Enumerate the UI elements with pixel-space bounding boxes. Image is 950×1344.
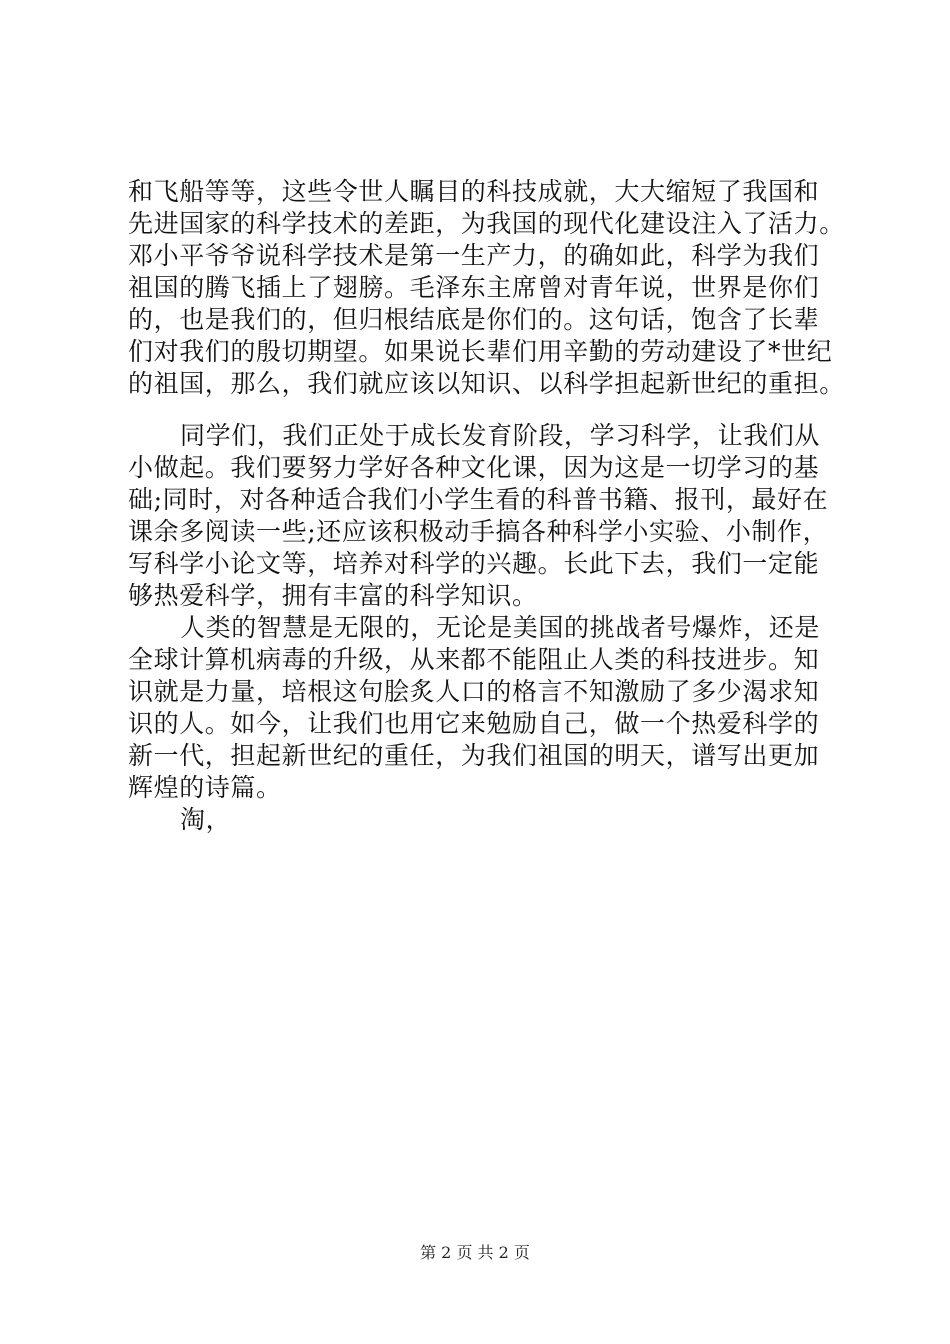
text-line: 和飞船等等，这些令世人瞩目的科技成就，大大缩短了我国和: [128, 177, 820, 206]
text-line: 课余多阅读一些;还应该积极动手搞各种科学小实验、小制作，: [128, 517, 829, 546]
text-line: 小做起。我们要努力学好各种文化课，因为这是一切学习的基: [128, 453, 820, 482]
paragraph-human-wisdom: [128, 612, 828, 804]
text-line: 祖国的腾飞插上了翅膀。毛泽东主席曾对青年说，世界是你们: [128, 273, 820, 302]
text-line: 础;同时，对各种适合我们小学生看的科普书籍、报刊，最好在: [128, 485, 829, 514]
text-line: 邓小平爷爷说科学技术是第一生产力，的确如此，科学为我们: [128, 241, 820, 270]
text-line: 的，也是我们的，但归根结底是你们的。这句话，饱含了长辈: [128, 305, 820, 334]
page-number-footer: 第 2 页 共 2 页: [420, 1243, 530, 1262]
paragraph-classmates: [128, 420, 828, 612]
text-line: 的祖国，那么，我们就应该以知识、以科学担起新世纪的重担。: [128, 369, 845, 398]
text-line: 们对我们的殷切期望。如果说长辈们用辛勤的劳动建设了*世纪: [128, 337, 833, 366]
paragraph-closing: [128, 804, 828, 836]
text-line: 够热爱科学，拥有丰富的科学知识。: [128, 581, 538, 610]
text-line: 人类的智慧是无限的，无论是美国的挑战者号爆炸，还是: [180, 613, 821, 642]
text-line: 识就是力量，培根这句脍炙人口的格言不知激励了多少渴求知: [128, 677, 820, 706]
text-line: 同学们，我们正处于成长发育阶段，学习科学，让我们从: [180, 421, 821, 450]
body-text-lower: [128, 420, 828, 836]
text-line: 辉煌的诗篇。: [128, 773, 282, 802]
text-line: 识的人。如今，让我们也用它来勉励自己，做一个热爱科学的: [128, 709, 820, 738]
text-line: 先进国家的科学技术的差距，为我国的现代化建设注入了活力。: [128, 209, 845, 238]
paragraph-science-achievements: [128, 176, 845, 400]
text-line: 写科学小论文等，培养对科学的兴趣。长此下去，我们一定能: [128, 549, 820, 578]
text-line: 淘，: [180, 805, 232, 834]
text-line: 全球计算机病毒的升级，从来都不能阻止人类的科技进步。知: [128, 645, 820, 674]
text-line: 新一代，担起新世纪的重任，为我们祖国的明天，谱写出更加: [128, 741, 820, 770]
